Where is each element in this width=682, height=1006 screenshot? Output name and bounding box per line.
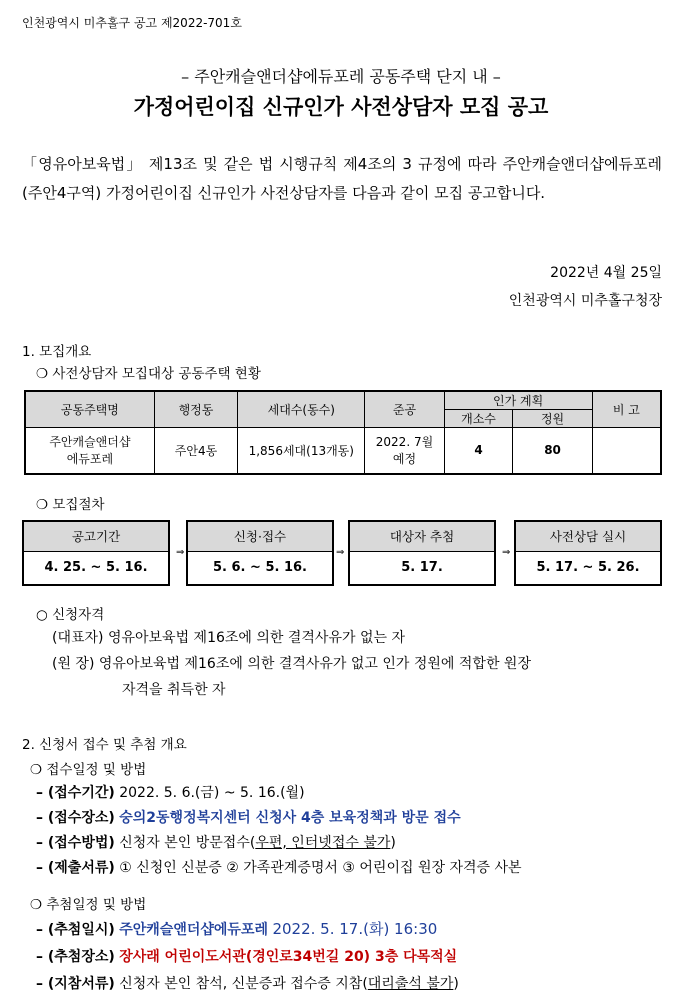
- qual-label: (원 장): [52, 656, 95, 672]
- step-title: 공고기간: [24, 522, 168, 552]
- cell-households: 1,856세대(13개동): [238, 428, 365, 474]
- arrow-icon: ⇒: [336, 547, 345, 558]
- reception-period: [36, 780, 305, 806]
- row-date: 2022. 5. 17.(화) 16:30: [272, 920, 438, 938]
- step-title: 사전상담 실시: [516, 522, 660, 552]
- reception-place: [36, 805, 461, 831]
- row-end: ): [453, 976, 459, 992]
- row-text: 숭의2동행정복지센터 신청사 4층 보육정책과 방문 접수: [119, 810, 461, 826]
- qualification-director: [52, 651, 531, 677]
- row-text: 장사래 어린이도서관(경인로34번길 20) 3층 다목적실: [119, 949, 458, 965]
- arrow-icon: ⇒: [176, 547, 185, 558]
- cell-note: [592, 428, 661, 474]
- intro-paragraph: 「영유아보육법」 제13조 및 같은 법 시행규칙 제4조의 3 규정에 따라 주안캐슬앤더샵에듀포레(주안4구역) 가정어린이집 신규인가 사전상담자를 다음과 같이 모집 공고합니다.: [22, 155, 662, 202]
- col-header-note: 비 고: [592, 391, 661, 428]
- arrow-icon: ⇒: [502, 547, 511, 558]
- reception-documents: [36, 855, 522, 881]
- col-header-plan: 인가 계획: [444, 391, 592, 410]
- section-1-heading: 1. 모집개요: [22, 344, 92, 360]
- row-place: 주안캐슬앤더샵에듀포레: [119, 922, 268, 938]
- table-row: [25, 428, 661, 474]
- step-value: 5. 17.: [401, 560, 443, 575]
- col-header-dong: 행정동: [154, 391, 237, 428]
- row-label: – (접수방법): [36, 835, 115, 851]
- bullet-housing-status: ❍ 사전상담자 모집대상 공동주택 현황: [36, 366, 261, 382]
- row-text: 신청자 본인 참석, 신분증과 접수증 지참(: [119, 976, 368, 992]
- step-consultation: [514, 520, 662, 586]
- col-header-count: 개소수: [444, 410, 513, 428]
- lottery-place: [36, 944, 457, 970]
- row-label: – (지참서류): [36, 976, 115, 992]
- col-header-capacity: 정원: [513, 410, 592, 428]
- step-title: 신청·접수: [188, 522, 332, 552]
- step-title: 대상자 추첨: [350, 522, 494, 552]
- step-application: [186, 520, 334, 586]
- lottery-documents: [36, 971, 459, 997]
- qualification-representative: [52, 625, 405, 651]
- col-header-name: 공동주택명: [25, 391, 154, 428]
- col-header-completion: 준공: [365, 391, 444, 428]
- cell-capacity: 80: [513, 428, 592, 474]
- row-label: – (추첨장소): [36, 949, 115, 965]
- bullet-lottery: ❍ 추첨일정 및 방법: [30, 897, 147, 913]
- row-text: ① 신청인 신분증 ② 가족관계증명서 ③ 어린이집 원장 자격증 사본: [119, 860, 522, 876]
- cell-count: 4: [444, 428, 513, 474]
- row-underline: 우편, 인터넷접수 불가: [255, 835, 391, 851]
- bullet-qualification: ○ 신청자격: [36, 607, 105, 623]
- issuing-organization: 인천광역시 미추홀구청장: [508, 293, 662, 309]
- row-text: 신청자 본인 방문접수(: [119, 835, 256, 851]
- announcement-number: 인천광역시 미추홀구 공고 제2022-701호: [22, 16, 242, 30]
- row-label: – (추첨일시): [36, 922, 115, 938]
- qual-text: 영유아보육법 제16조에 의한 결격사유가 없고 인가 정원에 적합한 원장: [98, 656, 531, 672]
- step-value: 4. 25. ~ 5. 16.: [44, 560, 148, 575]
- step-value: 5. 6. ~ 5. 16.: [213, 560, 307, 575]
- step-announcement: [22, 520, 170, 586]
- row-underline: 대리출석 불가: [367, 976, 454, 992]
- step-lottery: [348, 520, 496, 586]
- lottery-datetime: [36, 916, 437, 943]
- qual-label: (대표자): [52, 630, 104, 646]
- row-end: ): [390, 835, 396, 851]
- cell-dong: 주안4동: [154, 428, 237, 474]
- qual-text: 영유아보육법 제16조에 의한 결격사유가 없는 자: [107, 630, 405, 646]
- section-2-heading: 2. 신청서 접수 및 추첨 개요: [22, 737, 187, 753]
- cell-completion: 2022. 7월 예정: [365, 428, 444, 474]
- cell-name: 주안캐슬앤더샵 에듀포레: [25, 428, 154, 474]
- bullet-reception: ❍ 접수일정 및 방법: [30, 762, 147, 778]
- step-value: 5. 17. ~ 5. 26.: [536, 560, 640, 575]
- reception-method: [36, 830, 396, 856]
- subtitle: – 주안캐슬앤더샵에듀포레 공동주택 단지 내 –: [181, 67, 501, 86]
- page-title: 가정어린이집 신규인가 사전상담자 모집 공고: [133, 94, 549, 119]
- row-label: – (접수장소): [36, 810, 115, 826]
- qualification-director-cont: 자격을 취득한 자: [122, 682, 226, 698]
- row-text: 2022. 5. 6.(금) ~ 5. 16.(월): [119, 785, 305, 801]
- bullet-procedure: ❍ 모집절차: [36, 497, 105, 513]
- col-header-households: 세대수(동수): [238, 391, 365, 428]
- housing-table: [24, 390, 662, 475]
- row-label: – (접수기간): [36, 785, 115, 801]
- announcement-date: 2022년 4월 25일: [550, 265, 662, 281]
- row-label: – (제출서류): [36, 860, 115, 876]
